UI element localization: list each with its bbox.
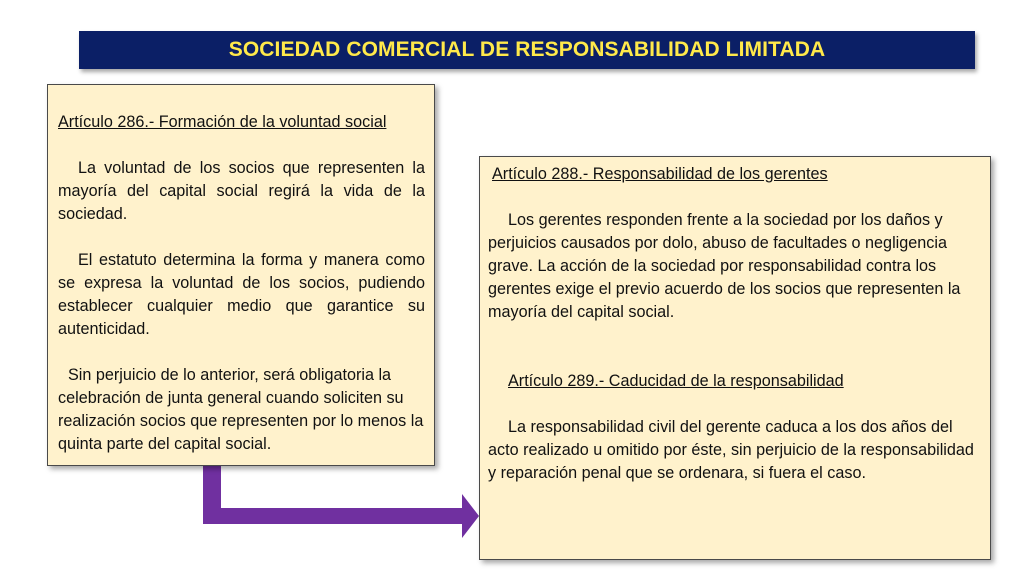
article-288-289-box [479, 156, 991, 560]
page-title: SOCIEDAD COMERCIAL DE RESPONSABILIDAD LIMITADA [228, 38, 826, 61]
article-289-heading: Artículo 289.- Caducidad de la responsabilidad [508, 372, 844, 390]
article-288-heading: Artículo 288.- Responsabilidad de los gerentes [492, 165, 828, 183]
article-286-paragraph-1: La voluntad de los socios que representen la mayoría del capital social regirá la vida de la sociedad. [58, 159, 425, 223]
title-bar [79, 31, 975, 69]
article-289-paragraph: La responsabilidad civil del gerente caduca a los dos años del acto realizado u omitido por éste, sin perjuicio de la responsabilidad y reparación penal que se ordenara, si fuera el caso. [488, 418, 974, 482]
arrow-shaft [203, 456, 479, 538]
article-286-box [47, 84, 435, 466]
article-286-paragraph-3: Sin perjuicio de lo anterior, será obligatoria la celebración de junta general cuando soliciten su realización socios que representen por lo menos la quinta parte del capital social. [58, 366, 424, 453]
article-286-paragraph-2: El estatuto determina la forma y manera como se expresa la voluntad de los socios, pudiendo establecer cualquier medio que garantice su autenticidad. [58, 251, 425, 338]
article-288-paragraph: Los gerentes responden frente a la sociedad por los daños y perjuicios causados por dolo, abuso de facultades o negligencia grave. La acción de la sociedad por responsabilidad contra los gerentes exige el previo acuerdo de los socios que representen la mayoría del capital social. [488, 211, 961, 321]
article-286-heading: Artículo 286.- Formación de la voluntad social [58, 113, 387, 131]
